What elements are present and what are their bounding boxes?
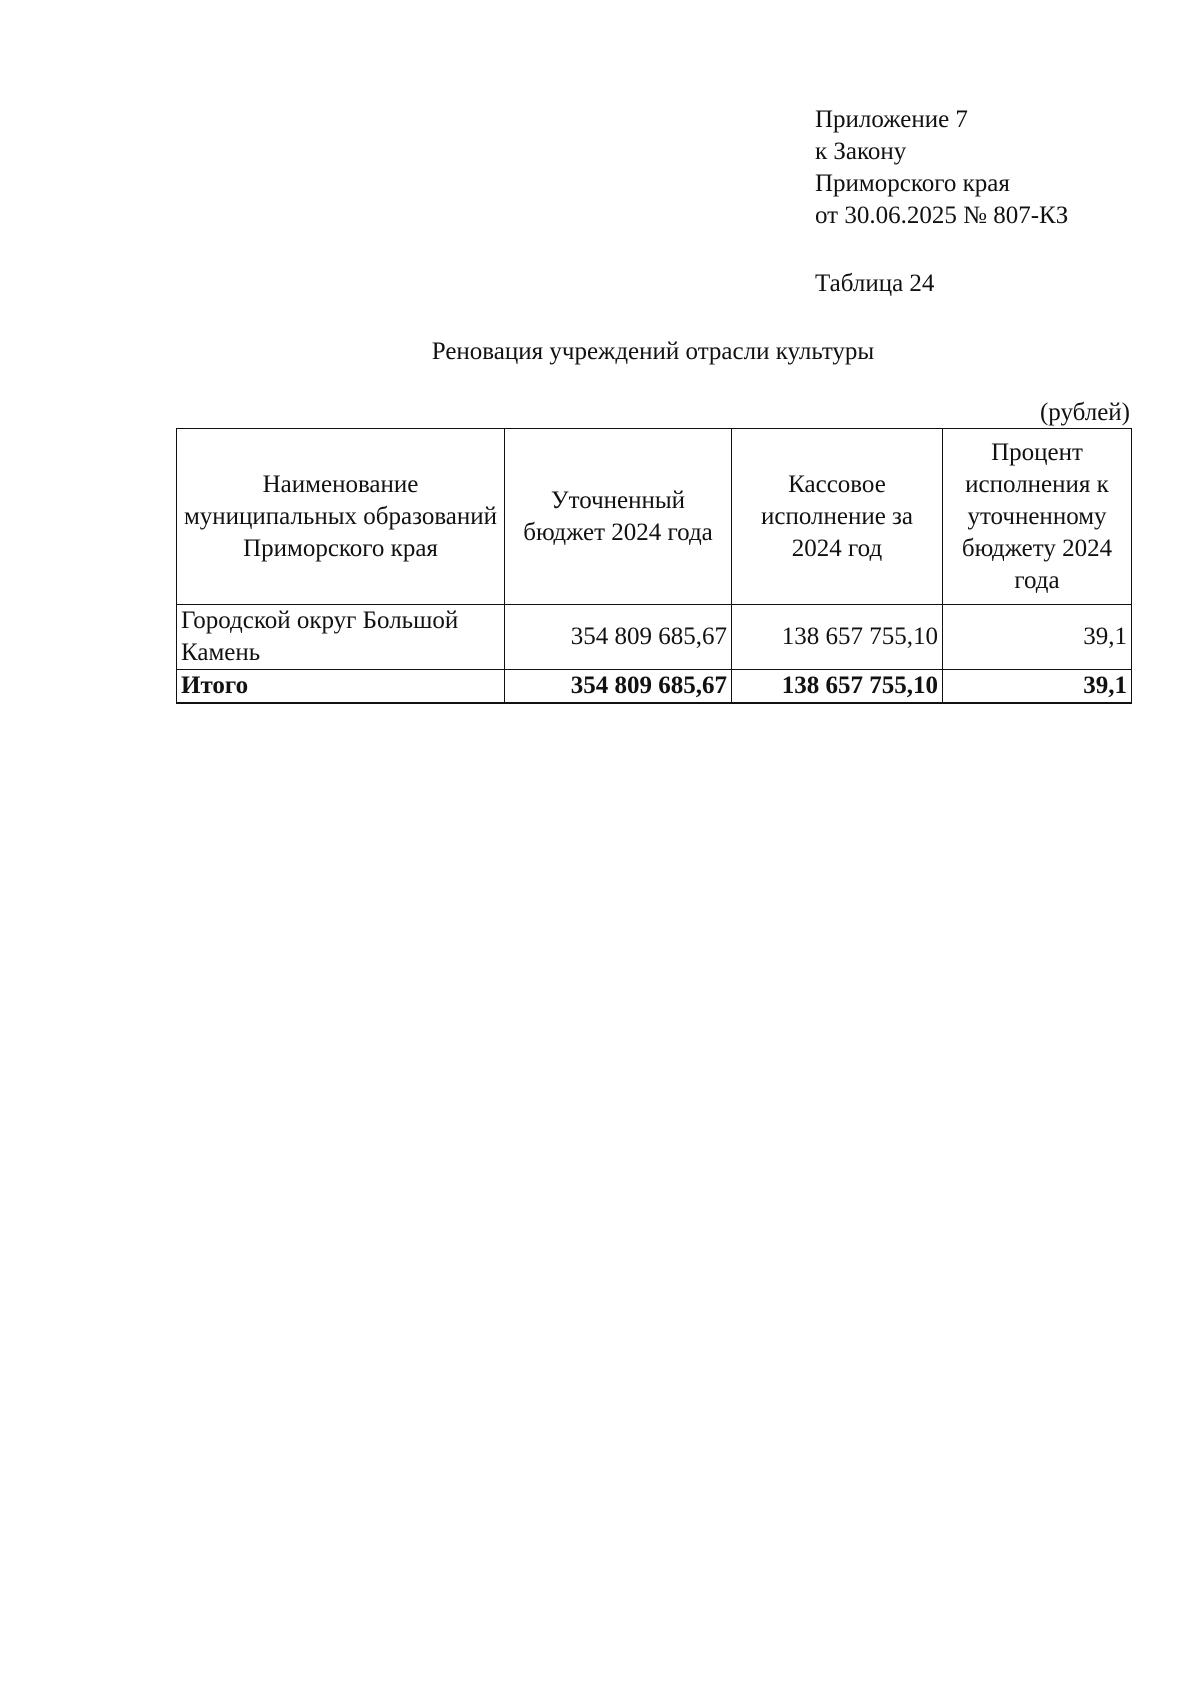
table-total-row [177, 670, 1132, 704]
total-label: Итого [177, 670, 505, 704]
total-budget: 354 809 685,67 [505, 670, 732, 704]
appendix-line: к Закону [815, 138, 907, 165]
header-budget: Уточненный бюджет 2024 года [505, 429, 732, 605]
appendix-line: Приморского края [815, 170, 1010, 197]
total-percent: 39,1 [943, 670, 1132, 704]
total-execution: 138 657 755,10 [732, 670, 943, 704]
table-header-row [177, 429, 1132, 605]
report-table [176, 428, 1132, 704]
cell-execution: 138 657 755,10 [732, 605, 943, 670]
units-label: (рублей) [1039, 399, 1130, 426]
header-municipality: Наименование муниципальных образований Приморского края [177, 429, 505, 605]
table-number: Таблица 24 [815, 270, 935, 297]
table-row [177, 605, 1132, 670]
cell-percent: 39,1 [943, 605, 1132, 670]
header-execution: Кассовое исполнение за 2024 год [732, 429, 943, 605]
appendix-line: от 30.06.2025 № 807-КЗ [815, 202, 1069, 229]
appendix-note [815, 104, 1068, 232]
cell-municipality: Городской округ Большой Камень [177, 605, 505, 670]
appendix-line: Приложение 7 [815, 106, 968, 133]
document-title: Реновация учреждений отрасли культуры [431, 338, 875, 365]
header-percent: Процент исполнения к уточненному бюджету 2024 года [943, 429, 1132, 605]
cell-budget: 354 809 685,67 [505, 605, 732, 670]
